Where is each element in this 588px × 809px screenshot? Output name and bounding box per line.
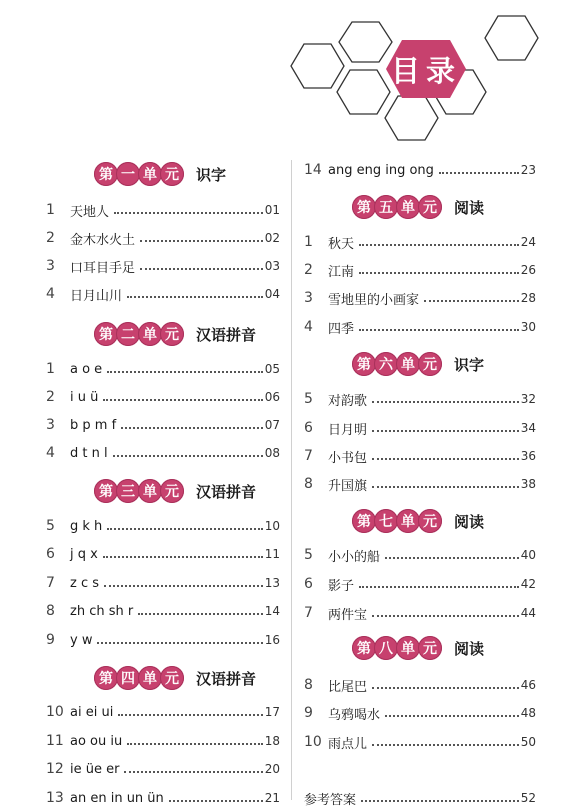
unit-name: 识字 — [196, 165, 227, 184]
page-number: 17 — [264, 705, 280, 719]
toc-entry[interactable] — [46, 227, 280, 249]
dot-leader — [118, 714, 262, 716]
lesson-number: 4 — [46, 445, 55, 461]
hexagon-outline-2 — [339, 22, 392, 62]
toc-entry[interactable] — [304, 287, 536, 309]
page-number: 44 — [520, 606, 536, 620]
page-number: 01 — [264, 203, 280, 217]
lesson-number: 5 — [304, 547, 313, 563]
toc-entry[interactable] — [46, 629, 280, 651]
unit-badge-char: 单 — [138, 322, 162, 346]
lesson-number: 4 — [46, 286, 55, 302]
unit-badge-char: 四 — [116, 666, 140, 690]
dot-leader — [359, 244, 519, 246]
page-number: 36 — [520, 449, 536, 463]
lesson-number: 3 — [304, 290, 313, 306]
lesson-number: 8 — [46, 603, 55, 619]
lesson-title: 雨点儿 — [328, 736, 368, 752]
lesson-title: zh ch sh r — [70, 603, 134, 619]
unit-badge — [94, 162, 182, 186]
lesson-number: 5 — [46, 518, 55, 534]
unit-badge — [352, 509, 440, 533]
page-number: 08 — [264, 446, 280, 460]
dot-leader — [169, 800, 263, 802]
lesson-number: 9 — [304, 705, 313, 721]
unit-badge — [94, 479, 182, 503]
lesson-number: 1 — [46, 361, 55, 377]
page-number: 23 — [520, 163, 536, 177]
lesson-number: 6 — [304, 420, 313, 436]
toc-entry[interactable] — [304, 445, 536, 467]
dot-leader — [372, 401, 519, 403]
lesson-number: 3 — [46, 258, 55, 274]
lesson-number: 2 — [46, 389, 55, 405]
dot-leader — [359, 272, 519, 274]
hexagon-decoration — [0, 0, 588, 160]
page-title: 目录 — [390, 53, 461, 88]
page-number: 32 — [520, 392, 536, 406]
unit-badge — [352, 195, 440, 219]
page-number: 13 — [264, 576, 280, 590]
lesson-number: 13 — [46, 790, 64, 806]
lesson-title: ao ou iu — [70, 733, 123, 749]
dot-leader — [107, 371, 263, 373]
page-number: 48 — [520, 706, 536, 720]
page-number: 34 — [520, 421, 536, 435]
page-number: 40 — [520, 548, 536, 562]
toc-entry[interactable] — [46, 414, 280, 436]
unit-name: 识字 — [454, 355, 485, 374]
lesson-title: 小书包 — [328, 450, 368, 466]
lesson-title: 影子 — [328, 578, 355, 594]
lesson-title: 秋天 — [328, 236, 355, 252]
page-number: 11 — [264, 547, 280, 561]
dot-leader — [385, 557, 519, 559]
unit-heading — [94, 161, 226, 187]
lesson-title: i u ü — [70, 389, 99, 405]
unit-heading — [94, 665, 256, 691]
unit-heading — [94, 478, 256, 504]
lesson-title: 四季 — [328, 321, 355, 337]
page-number: 52 — [520, 791, 536, 805]
lesson-number: 11 — [46, 733, 64, 749]
lesson-number: 1 — [304, 234, 313, 250]
dot-leader — [372, 458, 519, 460]
dot-leader — [140, 268, 263, 270]
lesson-title: a o e — [70, 361, 103, 377]
dot-leader — [97, 642, 262, 644]
dot-leader — [113, 455, 263, 457]
unit-badge-char: 一 — [116, 162, 140, 186]
unit-badge-char: 八 — [374, 636, 398, 660]
unit-badge-char: 第 — [352, 636, 376, 660]
unit-badge-char: 元 — [160, 162, 184, 186]
unit-name: 阅读 — [454, 512, 485, 531]
unit-badge — [94, 666, 182, 690]
toc-entry[interactable] — [46, 255, 280, 277]
unit-badge-char: 单 — [138, 162, 162, 186]
lesson-number: 10 — [46, 704, 64, 720]
dot-leader — [372, 687, 519, 689]
lesson-number: 1 — [46, 202, 55, 218]
unit-heading — [352, 194, 484, 220]
lesson-title: y w — [70, 632, 93, 648]
dot-leader — [359, 329, 519, 331]
unit-name: 汉语拼音 — [196, 482, 257, 501]
toc-entry[interactable] — [46, 358, 280, 380]
unit-badge-char: 单 — [396, 509, 420, 533]
toc-entry[interactable] — [46, 572, 280, 594]
unit-badge-char: 元 — [160, 479, 184, 503]
lesson-title: 天地人 — [70, 204, 110, 220]
page-number: 04 — [264, 287, 280, 301]
unit-badge-char: 单 — [138, 479, 162, 503]
unit-heading — [352, 508, 484, 534]
hexagon-outline-4 — [385, 96, 438, 140]
lesson-number: 7 — [46, 575, 55, 591]
unit-badge-char: 第 — [94, 666, 118, 690]
lesson-title: 日月山川 — [70, 288, 123, 304]
unit-badge-char: 七 — [374, 509, 398, 533]
lesson-title: ie üe er — [70, 761, 120, 777]
toc-entry[interactable] — [46, 600, 280, 622]
lesson-number: 7 — [304, 605, 313, 621]
dot-leader — [372, 430, 519, 432]
lesson-number: 9 — [46, 632, 55, 648]
page-number: 07 — [264, 418, 280, 432]
lesson-number: 12 — [46, 761, 64, 777]
unit-badge — [352, 636, 440, 660]
lesson-number: 10 — [304, 734, 322, 750]
toc-entry[interactable] — [304, 231, 536, 253]
page-number: 16 — [264, 633, 280, 647]
page-number: 05 — [264, 362, 280, 376]
lesson-number: 3 — [46, 417, 55, 433]
page-number: 21 — [264, 791, 280, 805]
page-number: 14 — [264, 604, 280, 618]
toc-entry[interactable] — [46, 701, 280, 723]
lesson-title: d t n l — [70, 445, 108, 461]
unit-heading — [352, 351, 484, 377]
unit-badge-char: 单 — [396, 352, 420, 376]
toc-entry[interactable] — [46, 758, 280, 780]
lesson-title: 升国旗 — [328, 478, 368, 494]
unit-name: 阅读 — [454, 639, 485, 658]
page-number: 42 — [520, 577, 536, 591]
lesson-title: 对韵歌 — [328, 393, 368, 409]
dot-leader — [107, 528, 262, 530]
dot-leader — [359, 586, 519, 588]
toc-entry[interactable] — [304, 702, 536, 724]
dot-leader — [439, 172, 519, 174]
toc-entry[interactable] — [46, 787, 280, 809]
toc-entry[interactable] — [304, 573, 536, 595]
toc-entry[interactable] — [46, 199, 280, 221]
toc-entry[interactable] — [304, 674, 536, 696]
unit-badge-char: 三 — [116, 479, 140, 503]
hexagon-outline-3 — [337, 70, 390, 114]
page-number: 10 — [264, 519, 280, 533]
unit-badge-char: 元 — [418, 195, 442, 219]
lesson-number: 6 — [304, 576, 313, 592]
page-number: 28 — [520, 291, 536, 305]
unit-badge-char: 单 — [396, 195, 420, 219]
lesson-title: 比尾巴 — [328, 679, 368, 695]
lesson-title: 两件宝 — [328, 607, 368, 623]
toc-entry[interactable] — [46, 283, 280, 305]
unit-name: 汉语拼音 — [196, 669, 257, 688]
lesson-title: 江南 — [328, 264, 355, 280]
dot-leader — [372, 615, 519, 617]
lesson-number: 14 — [304, 162, 322, 178]
lesson-title: j q x — [70, 546, 98, 562]
unit-badge-char: 第 — [94, 479, 118, 503]
page-number: 20 — [264, 762, 280, 776]
unit-badge-char: 第 — [352, 509, 376, 533]
page-number: 46 — [520, 678, 536, 692]
lesson-title: z c s — [70, 575, 100, 591]
lesson-number: 8 — [304, 476, 313, 492]
toc-entry[interactable] — [304, 259, 536, 281]
lesson-title: 小小的船 — [328, 549, 381, 565]
unit-badge-char: 第 — [94, 322, 118, 346]
title-badge — [386, 38, 466, 100]
unit-badge-char: 元 — [160, 322, 184, 346]
toc-entry[interactable] — [304, 316, 536, 338]
unit-badge-char: 二 — [116, 322, 140, 346]
toc-entry[interactable] — [46, 730, 280, 752]
dot-leader — [424, 300, 519, 302]
lesson-title: 日月明 — [328, 422, 368, 438]
unit-badge-char: 元 — [418, 509, 442, 533]
unit-badge-char: 五 — [374, 195, 398, 219]
dot-leader — [372, 486, 519, 488]
lesson-title: 口耳目手足 — [70, 260, 136, 276]
lesson-title: ang eng ing ong — [328, 162, 434, 178]
toc-entry[interactable] — [46, 442, 280, 464]
page-number: 18 — [264, 734, 280, 748]
dot-leader — [121, 427, 263, 429]
lesson-title: 金木水火土 — [70, 232, 136, 248]
lesson-title: an en in un ün — [70, 790, 164, 806]
dot-leader — [103, 556, 263, 558]
lesson-number: 5 — [304, 391, 313, 407]
lesson-number: 2 — [46, 230, 55, 246]
lesson-number: 6 — [46, 546, 55, 562]
unit-badge-char: 第 — [352, 195, 376, 219]
unit-badge-char: 第 — [352, 352, 376, 376]
toc-entry[interactable] — [304, 159, 536, 181]
dot-leader — [361, 800, 519, 802]
unit-heading — [94, 321, 256, 347]
hexagon-outline-1 — [291, 44, 344, 88]
page-number: 24 — [520, 235, 536, 249]
unit-name: 阅读 — [454, 198, 485, 217]
page-number: 38 — [520, 477, 536, 491]
hexagon-outline-6 — [485, 16, 538, 60]
toc-entry[interactable] — [304, 602, 536, 624]
lesson-title: 参考答案 — [304, 792, 357, 808]
toc-entry[interactable] — [46, 543, 280, 565]
toc-entry[interactable] — [304, 473, 536, 495]
toc-entry[interactable] — [304, 544, 536, 566]
page-number: 50 — [520, 735, 536, 749]
page-number: 26 — [520, 263, 536, 277]
page-number: 02 — [264, 231, 280, 245]
unit-badge-char: 单 — [138, 666, 162, 690]
dot-leader — [124, 771, 262, 773]
page-number: 30 — [520, 320, 536, 334]
unit-badge-char: 六 — [374, 352, 398, 376]
toc-entry[interactable] — [304, 731, 536, 753]
lesson-title: 乌鸦喝水 — [328, 707, 381, 723]
page-number: 06 — [264, 390, 280, 404]
dot-leader — [138, 613, 263, 615]
unit-name: 汉语拼音 — [196, 325, 257, 344]
unit-badge-char: 元 — [160, 666, 184, 690]
unit-badge — [94, 322, 182, 346]
column-divider — [291, 160, 292, 800]
dot-leader — [385, 715, 519, 717]
lesson-number: 2 — [304, 262, 313, 278]
unit-badge-char: 元 — [418, 636, 442, 660]
unit-badge-char: 第 — [94, 162, 118, 186]
dot-leader — [140, 240, 263, 242]
dot-leader — [114, 212, 263, 214]
dot-leader — [103, 399, 262, 401]
lesson-title: ai ei ui — [70, 704, 114, 720]
page-number: 03 — [264, 259, 280, 273]
lesson-number: 7 — [304, 448, 313, 464]
unit-badge-char: 元 — [418, 352, 442, 376]
toc-entry[interactable] — [46, 386, 280, 408]
lesson-title: b p m f — [70, 417, 117, 433]
lesson-number: 4 — [304, 319, 313, 335]
unit-badge — [352, 352, 440, 376]
unit-heading — [352, 635, 484, 661]
dot-leader — [127, 743, 262, 745]
dot-leader — [104, 585, 263, 587]
lesson-title: 雪地里的小画家 — [328, 292, 420, 308]
dot-leader — [127, 296, 263, 298]
lesson-title: g k h — [70, 518, 103, 534]
toc-entry[interactable] — [304, 417, 536, 439]
toc-entry[interactable] — [304, 787, 536, 809]
unit-badge-char: 单 — [396, 636, 420, 660]
dot-leader — [372, 744, 519, 746]
toc-entry[interactable] — [304, 388, 536, 410]
lesson-number: 8 — [304, 677, 313, 693]
toc-entry[interactable] — [46, 515, 280, 537]
